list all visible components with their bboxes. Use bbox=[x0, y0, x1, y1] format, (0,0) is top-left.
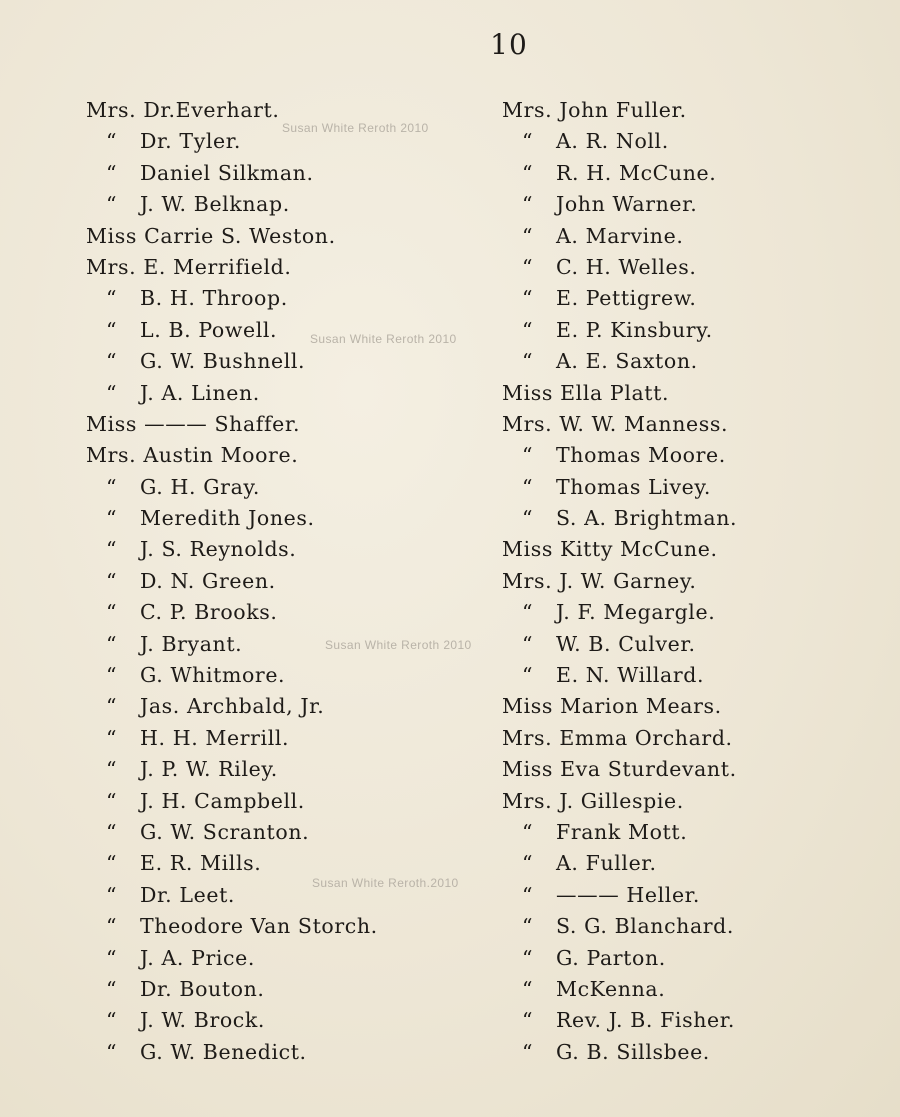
ditto-mark: “ bbox=[522, 160, 534, 185]
list-item bbox=[86, 252, 486, 283]
ditto-mark: “ bbox=[106, 506, 118, 531]
member-name: C. P. Brooks. bbox=[140, 600, 278, 625]
member-name: R. H. McCune. bbox=[556, 160, 717, 185]
ditto-mark: “ bbox=[522, 882, 534, 907]
ditto-mark: “ bbox=[522, 851, 534, 876]
member-name: G. W. Benedict. bbox=[140, 1039, 307, 1064]
ditto-mark: “ bbox=[522, 349, 534, 374]
ditto-mark: “ bbox=[106, 380, 118, 405]
ditto-mark: “ bbox=[106, 663, 118, 688]
list-item bbox=[86, 472, 486, 503]
ditto-mark: “ bbox=[522, 286, 534, 311]
ditto-mark: “ bbox=[522, 223, 534, 248]
list-item bbox=[86, 378, 486, 409]
member-name: Mrs. J. Gillespie. bbox=[502, 788, 684, 813]
list-item bbox=[502, 95, 882, 126]
member-name: Rev. J. B. Fisher. bbox=[556, 1008, 736, 1033]
watermark: Susan White Reroth 2010 bbox=[310, 332, 457, 346]
ditto-mark: “ bbox=[106, 349, 118, 374]
list-item bbox=[502, 723, 882, 754]
ditto-mark: “ bbox=[522, 254, 534, 279]
ditto-mark: “ bbox=[106, 537, 118, 562]
list-item bbox=[86, 221, 486, 252]
member-name: Thomas Livey. bbox=[556, 474, 711, 499]
list-item bbox=[86, 723, 486, 754]
member-name: Theodore Van Storch. bbox=[140, 914, 378, 939]
list-item bbox=[502, 472, 882, 503]
member-name: Mrs. W. W. Manness. bbox=[502, 411, 729, 436]
list-item bbox=[86, 1005, 486, 1036]
list-item bbox=[502, 346, 882, 377]
ditto-mark: “ bbox=[106, 851, 118, 876]
member-name: E. N. Willard. bbox=[556, 663, 705, 688]
ditto-mark: “ bbox=[522, 631, 534, 656]
ditto-mark: “ bbox=[106, 568, 118, 593]
list-item bbox=[86, 503, 486, 534]
ditto-mark: “ bbox=[522, 819, 534, 844]
member-name: B. H. Throop. bbox=[140, 286, 288, 311]
member-name: Miss Kitty McCune. bbox=[502, 537, 718, 562]
member-name: Daniel Silkman. bbox=[140, 160, 314, 185]
member-name: ——— Heller. bbox=[556, 882, 700, 907]
ditto-mark: “ bbox=[106, 631, 118, 656]
ditto-mark: “ bbox=[106, 600, 118, 625]
list-item bbox=[502, 880, 882, 911]
list-item bbox=[502, 158, 882, 189]
member-name: Mrs. Austin Moore. bbox=[86, 443, 299, 468]
list-item bbox=[86, 1037, 486, 1068]
ditto-mark: “ bbox=[106, 694, 118, 719]
list-item bbox=[86, 597, 486, 628]
member-name: H. H. Merrill. bbox=[140, 725, 290, 750]
ditto-mark: “ bbox=[522, 663, 534, 688]
ditto-mark: “ bbox=[106, 725, 118, 750]
list-item bbox=[502, 409, 882, 440]
ditto-mark: “ bbox=[522, 1008, 534, 1033]
member-name: Miss Eva Sturdevant. bbox=[502, 757, 737, 782]
member-name: E. P. Kinsbury. bbox=[556, 317, 713, 342]
watermark: Susan White Reroth 2010 bbox=[282, 121, 429, 135]
ditto-mark: “ bbox=[106, 317, 118, 342]
list-item bbox=[86, 943, 486, 974]
member-name: Dr. Bouton. bbox=[140, 976, 265, 1001]
list-item bbox=[502, 848, 882, 879]
ditto-mark: “ bbox=[522, 600, 534, 625]
member-name: G. Whitmore. bbox=[140, 663, 286, 688]
member-name: Mrs. Emma Orchard. bbox=[502, 725, 733, 750]
ditto-mark: “ bbox=[106, 757, 118, 782]
watermark: Susan White Reroth 2010 bbox=[325, 638, 472, 652]
ditto-mark: “ bbox=[522, 317, 534, 342]
list-item bbox=[502, 189, 882, 220]
ditto-mark: “ bbox=[522, 129, 534, 154]
member-name: J. S. Reynolds. bbox=[140, 537, 297, 562]
ditto-mark: “ bbox=[522, 1039, 534, 1064]
ditto-mark: “ bbox=[106, 192, 118, 217]
member-name: Mrs. J. W. Garney. bbox=[502, 568, 697, 593]
ditto-mark: “ bbox=[106, 819, 118, 844]
list-item bbox=[502, 629, 882, 660]
list-item bbox=[86, 754, 486, 785]
member-name: G. B. Sillsbee. bbox=[556, 1039, 710, 1064]
member-name: A. Fuller. bbox=[556, 851, 657, 876]
member-name: G. W. Bushnell. bbox=[140, 349, 306, 374]
ditto-mark: “ bbox=[106, 976, 118, 1001]
member-name: McKenna. bbox=[556, 976, 666, 1001]
ditto-mark: “ bbox=[522, 443, 534, 468]
ditto-mark: “ bbox=[106, 129, 118, 154]
ditto-mark: “ bbox=[522, 474, 534, 499]
list-item bbox=[502, 817, 882, 848]
member-name: S. A. Brightman. bbox=[556, 506, 738, 531]
list-item bbox=[86, 346, 486, 377]
member-name: J. P. W. Riley. bbox=[140, 757, 278, 782]
list-item bbox=[86, 534, 486, 565]
ditto-mark: “ bbox=[106, 474, 118, 499]
member-name: J. F. Megargle. bbox=[556, 600, 716, 625]
member-name: J. A. Linen. bbox=[140, 380, 260, 405]
list-item bbox=[502, 283, 882, 314]
member-name: Mrs. John Fuller. bbox=[502, 98, 687, 122]
member-name: J. W. Belknap. bbox=[140, 192, 290, 217]
list-item bbox=[502, 974, 882, 1005]
member-name: W. B. Culver. bbox=[556, 631, 696, 656]
member-name: C. H. Welles. bbox=[556, 254, 697, 279]
list-item bbox=[502, 566, 882, 597]
member-name: Meredith Jones. bbox=[140, 506, 315, 531]
list-item bbox=[86, 189, 486, 220]
list-item bbox=[502, 126, 882, 157]
list-item bbox=[502, 754, 882, 785]
ditto-mark: “ bbox=[106, 945, 118, 970]
member-name: Thomas Moore. bbox=[556, 443, 726, 468]
ditto-mark: “ bbox=[106, 1039, 118, 1064]
list-item bbox=[86, 440, 486, 471]
list-item bbox=[86, 566, 486, 597]
ditto-mark: “ bbox=[522, 914, 534, 939]
member-name: D. N. Green. bbox=[140, 568, 276, 593]
ditto-mark: “ bbox=[522, 945, 534, 970]
ditto-mark: “ bbox=[106, 914, 118, 939]
list-item bbox=[502, 534, 882, 565]
member-name: Miss Carrie S. Weston. bbox=[86, 223, 336, 248]
left-column-list bbox=[86, 95, 486, 1068]
list-item bbox=[502, 315, 882, 346]
list-item bbox=[86, 158, 486, 189]
member-name: L. B. Powell. bbox=[140, 317, 278, 342]
list-item bbox=[502, 1005, 882, 1036]
ditto-mark: “ bbox=[106, 160, 118, 185]
list-item bbox=[502, 943, 882, 974]
member-name: J. Bryant. bbox=[140, 631, 243, 656]
list-item bbox=[86, 283, 486, 314]
list-item bbox=[502, 503, 882, 534]
member-name: John Warner. bbox=[556, 192, 698, 217]
ditto-mark: “ bbox=[522, 192, 534, 217]
member-name: J. W. Brock. bbox=[140, 1008, 266, 1033]
right-column-list bbox=[502, 95, 882, 1068]
list-item bbox=[502, 252, 882, 283]
member-name: J. A. Price. bbox=[140, 945, 255, 970]
list-item bbox=[86, 974, 486, 1005]
member-name: A. E. Saxton. bbox=[556, 349, 698, 374]
member-name: Dr. Tyler. bbox=[140, 129, 242, 154]
member-name: A. R. Noll. bbox=[556, 129, 669, 154]
list-item bbox=[86, 786, 486, 817]
member-name: Mrs. E. Merrifield. bbox=[86, 254, 292, 279]
page-number: 10 bbox=[490, 28, 528, 61]
list-item bbox=[86, 691, 486, 722]
list-item bbox=[86, 911, 486, 942]
member-name: Jas. Archbald, Jr. bbox=[140, 694, 325, 719]
member-name: Frank Mott. bbox=[556, 819, 688, 844]
list-item bbox=[86, 817, 486, 848]
ditto-mark: “ bbox=[106, 882, 118, 907]
member-name: E. R. Mills. bbox=[140, 851, 262, 876]
watermark: Susan White Reroth.2010 bbox=[312, 876, 459, 890]
member-name: J. H. Campbell. bbox=[140, 788, 305, 813]
member-name: Mrs. Dr.Everhart. bbox=[86, 98, 280, 122]
member-name: S. G. Blanchard. bbox=[556, 914, 735, 939]
list-item bbox=[502, 1037, 882, 1068]
ditto-mark: “ bbox=[522, 506, 534, 531]
list-item bbox=[502, 597, 882, 628]
list-item bbox=[502, 221, 882, 252]
member-name: G. Parton. bbox=[556, 945, 666, 970]
member-name: Miss ——— Shaffer. bbox=[86, 411, 301, 436]
ditto-mark: “ bbox=[106, 788, 118, 813]
list-item bbox=[502, 378, 882, 409]
member-name: G. W. Scranton. bbox=[140, 819, 310, 844]
member-name: Miss Marion Mears. bbox=[502, 694, 722, 719]
member-name: Miss Ella Platt. bbox=[502, 380, 670, 405]
ditto-mark: “ bbox=[522, 976, 534, 1001]
list-item bbox=[502, 691, 882, 722]
ditto-mark: “ bbox=[106, 286, 118, 311]
member-name: A. Marvine. bbox=[556, 223, 684, 248]
list-item bbox=[502, 440, 882, 471]
list-item bbox=[502, 660, 882, 691]
list-item bbox=[502, 911, 882, 942]
list-item bbox=[86, 660, 486, 691]
member-name: G. H. Gray. bbox=[140, 474, 260, 499]
member-name: E. Pettigrew. bbox=[556, 286, 697, 311]
list-item bbox=[502, 786, 882, 817]
ditto-mark: “ bbox=[106, 1008, 118, 1033]
member-name: Dr. Leet. bbox=[140, 882, 236, 907]
list-item bbox=[86, 409, 486, 440]
